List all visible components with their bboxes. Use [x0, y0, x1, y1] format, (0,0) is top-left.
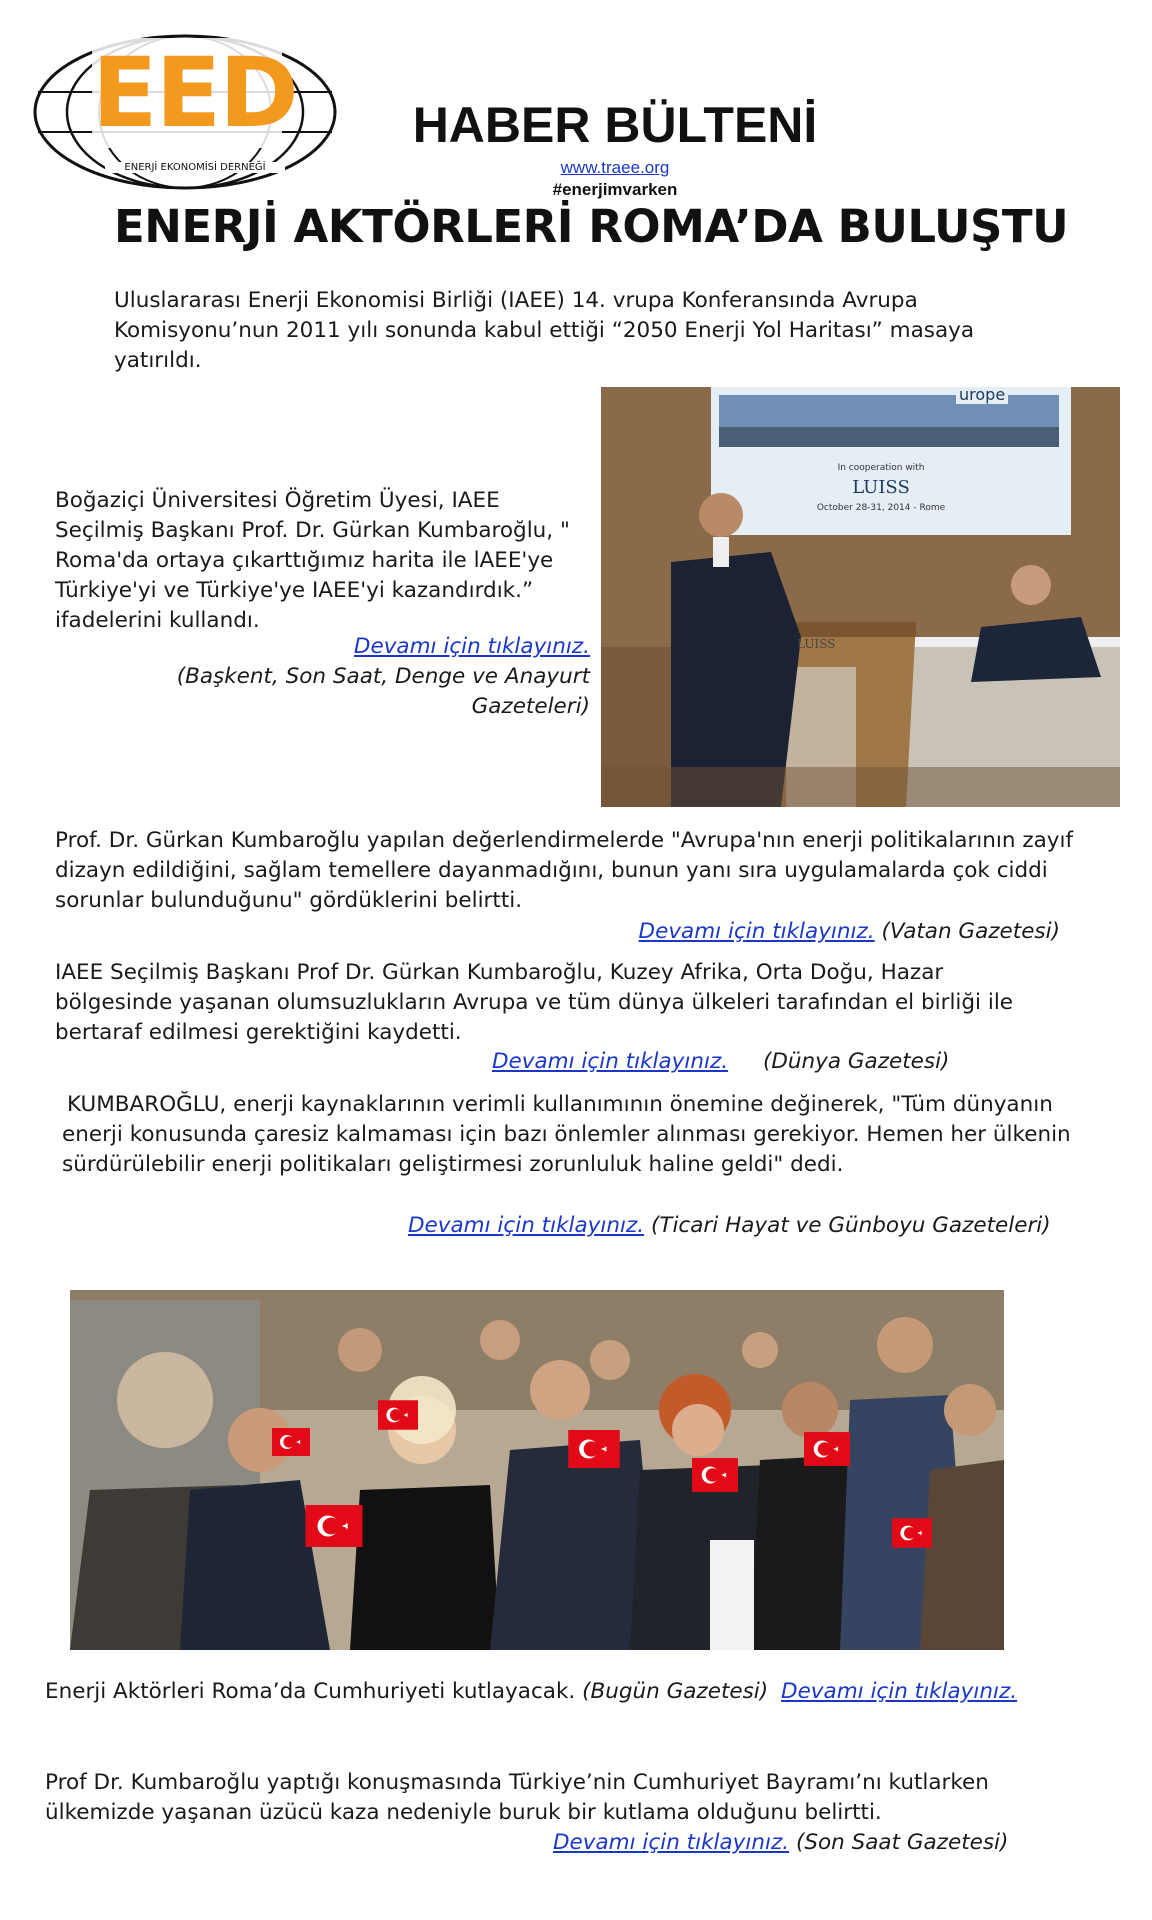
story6-source: (Son Saat Gazetesi): [795, 1830, 1009, 1855]
turkish-flag-icon: [804, 1432, 850, 1470]
conference-photo: [601, 387, 1120, 807]
story4-read-more-link[interactable]: Devamı için tıklayınız.: [408, 1213, 645, 1238]
group-photo: [70, 1290, 1004, 1650]
story6-link-row: [553, 1828, 1113, 1858]
story5-row: [45, 1677, 1105, 1707]
story5-read-more-link[interactable]: Devamı için tıklayınız.: [781, 1679, 1018, 1704]
story1-text: Boğaziçi Üniversitesi Öğretim Üyesi, IAEE Seçilmiş Başkanı Prof. Dr. Gürkan Kumbaroğlu, " Roma'da ortaya çıkarttığımız harita ile lAEE'ye Türkiye'yi ve Türkiye'ye IAEE'yi kazandırdık.” ifadelerini kullandı.: [55, 488, 570, 633]
story5-source: (Bugün Gazetesi): [582, 1679, 769, 1704]
turkish-flag-icon: [568, 1430, 620, 1472]
podium-label: LUISS: [797, 637, 836, 651]
story1-link-row: [55, 632, 590, 662]
story2-source: (Vatan Gazetesi): [881, 919, 1060, 944]
headline: ENERJİ AKTÖRLERİ ROMA’DA BULUŞTU: [114, 200, 1069, 253]
story1-read-more-link[interactable]: Devamı için tıklayınız.: [353, 634, 590, 659]
story1-source: (Başkent, Son Saat, Denge ve Anayurt Gazeteleri): [176, 664, 590, 719]
banner-word: urope: [956, 387, 1008, 404]
turkish-flag-icon: [892, 1518, 932, 1552]
turkish-flag-icon: [305, 1505, 363, 1551]
intro-paragraph: Uluslararası Enerji Ekonomisi Birliği (IAEE) 14. vrupa Konferansında Avrupa Komisyonu’nun 2011 yılı sonunda kabul ettiği “2050 Enerji Yol Haritası” masaya yatırıldı.: [114, 288, 975, 373]
banner-cooperation: In cooperation with: [837, 463, 925, 473]
eed-logo: [30, 30, 340, 190]
story3-source: (Dünya Gazetesi): [762, 1049, 950, 1074]
turkish-flag-icon: [692, 1458, 738, 1496]
story2-link-row: [55, 917, 1060, 947]
story5-text: Enerji Aktörleri Roma’da Cumhuriyeti kutlayacak.: [45, 1679, 576, 1704]
turkish-flag-icon: [272, 1428, 310, 1460]
story3-text: IAEE Seçilmiş Başkanı Prof Dr. Gürkan Kumbaroğlu, Kuzey Afrika, Orta Doğu, Hazar bölgesinde yaşanan olumsuzlukların Avrupa ve tüm dünya ülkeleri tarafından el birliği ile bertaraf edilmesi gerektiğini kaydetti.: [55, 960, 1014, 1045]
story2-text: Prof. Dr. Gürkan Kumbaroğlu yapılan değerlendirmelerde "Avrupa'nın enerji politikalarının zayıf dizayn edildiğini, sağlam temellere dayanmadığını, bunun yanı sıra uygulamalarda çok ciddi sorunlar bulunduğunu" gördüklerini belirtti.: [55, 828, 1074, 913]
story2-read-more-link[interactable]: Devamı için tıklayınız.: [638, 919, 875, 944]
bulletin-title: HABER BÜLTENİ: [412, 97, 818, 153]
logo-text: EED: [92, 37, 297, 149]
hashtag: #enerjimvarken: [552, 180, 678, 199]
story4-link-row: [408, 1211, 1108, 1241]
banner-dates: October 28-31, 2014 - Rome: [816, 503, 946, 513]
logo-caption: ENERJİ EKONOMİSİ DERNEĞİ: [105, 162, 285, 173]
story3-link-row: [492, 1047, 992, 1077]
story6-read-more-link[interactable]: Devamı için tıklayınız.: [553, 1830, 790, 1855]
story3-read-more-link[interactable]: Devamı için tıklayınız.: [492, 1049, 729, 1074]
banner-org: LUISS: [852, 477, 910, 498]
website-link[interactable]: www.traee.org: [560, 158, 670, 177]
story6-text: Prof Dr. Kumbaroğlu yaptığı konuşmasında Türkiye’nin Cumhuriyet Bayramı’nı kutlarken ülkemizde yaşanan üzücü kaza nedeniyle buruk bir kutlama olduğunu belirtti.: [45, 1770, 989, 1825]
story4-text: KUMBAROĞLU, enerji kaynaklarının verimli kullanımının önemine değinerek, "Tüm dünyanın enerji konusunda çaresiz kalmaması için bazı önlemler alınması gerekiyor. Hemen her ülkenin sürdürülebilir enerji politikaları geliştirmesi zorunluluk haline geldi" dedi.: [62, 1092, 1071, 1177]
turkish-flag-icon: [378, 1400, 418, 1434]
story4-source: (Ticari Hayat ve Günboyu Gazeteleri): [650, 1213, 1051, 1238]
